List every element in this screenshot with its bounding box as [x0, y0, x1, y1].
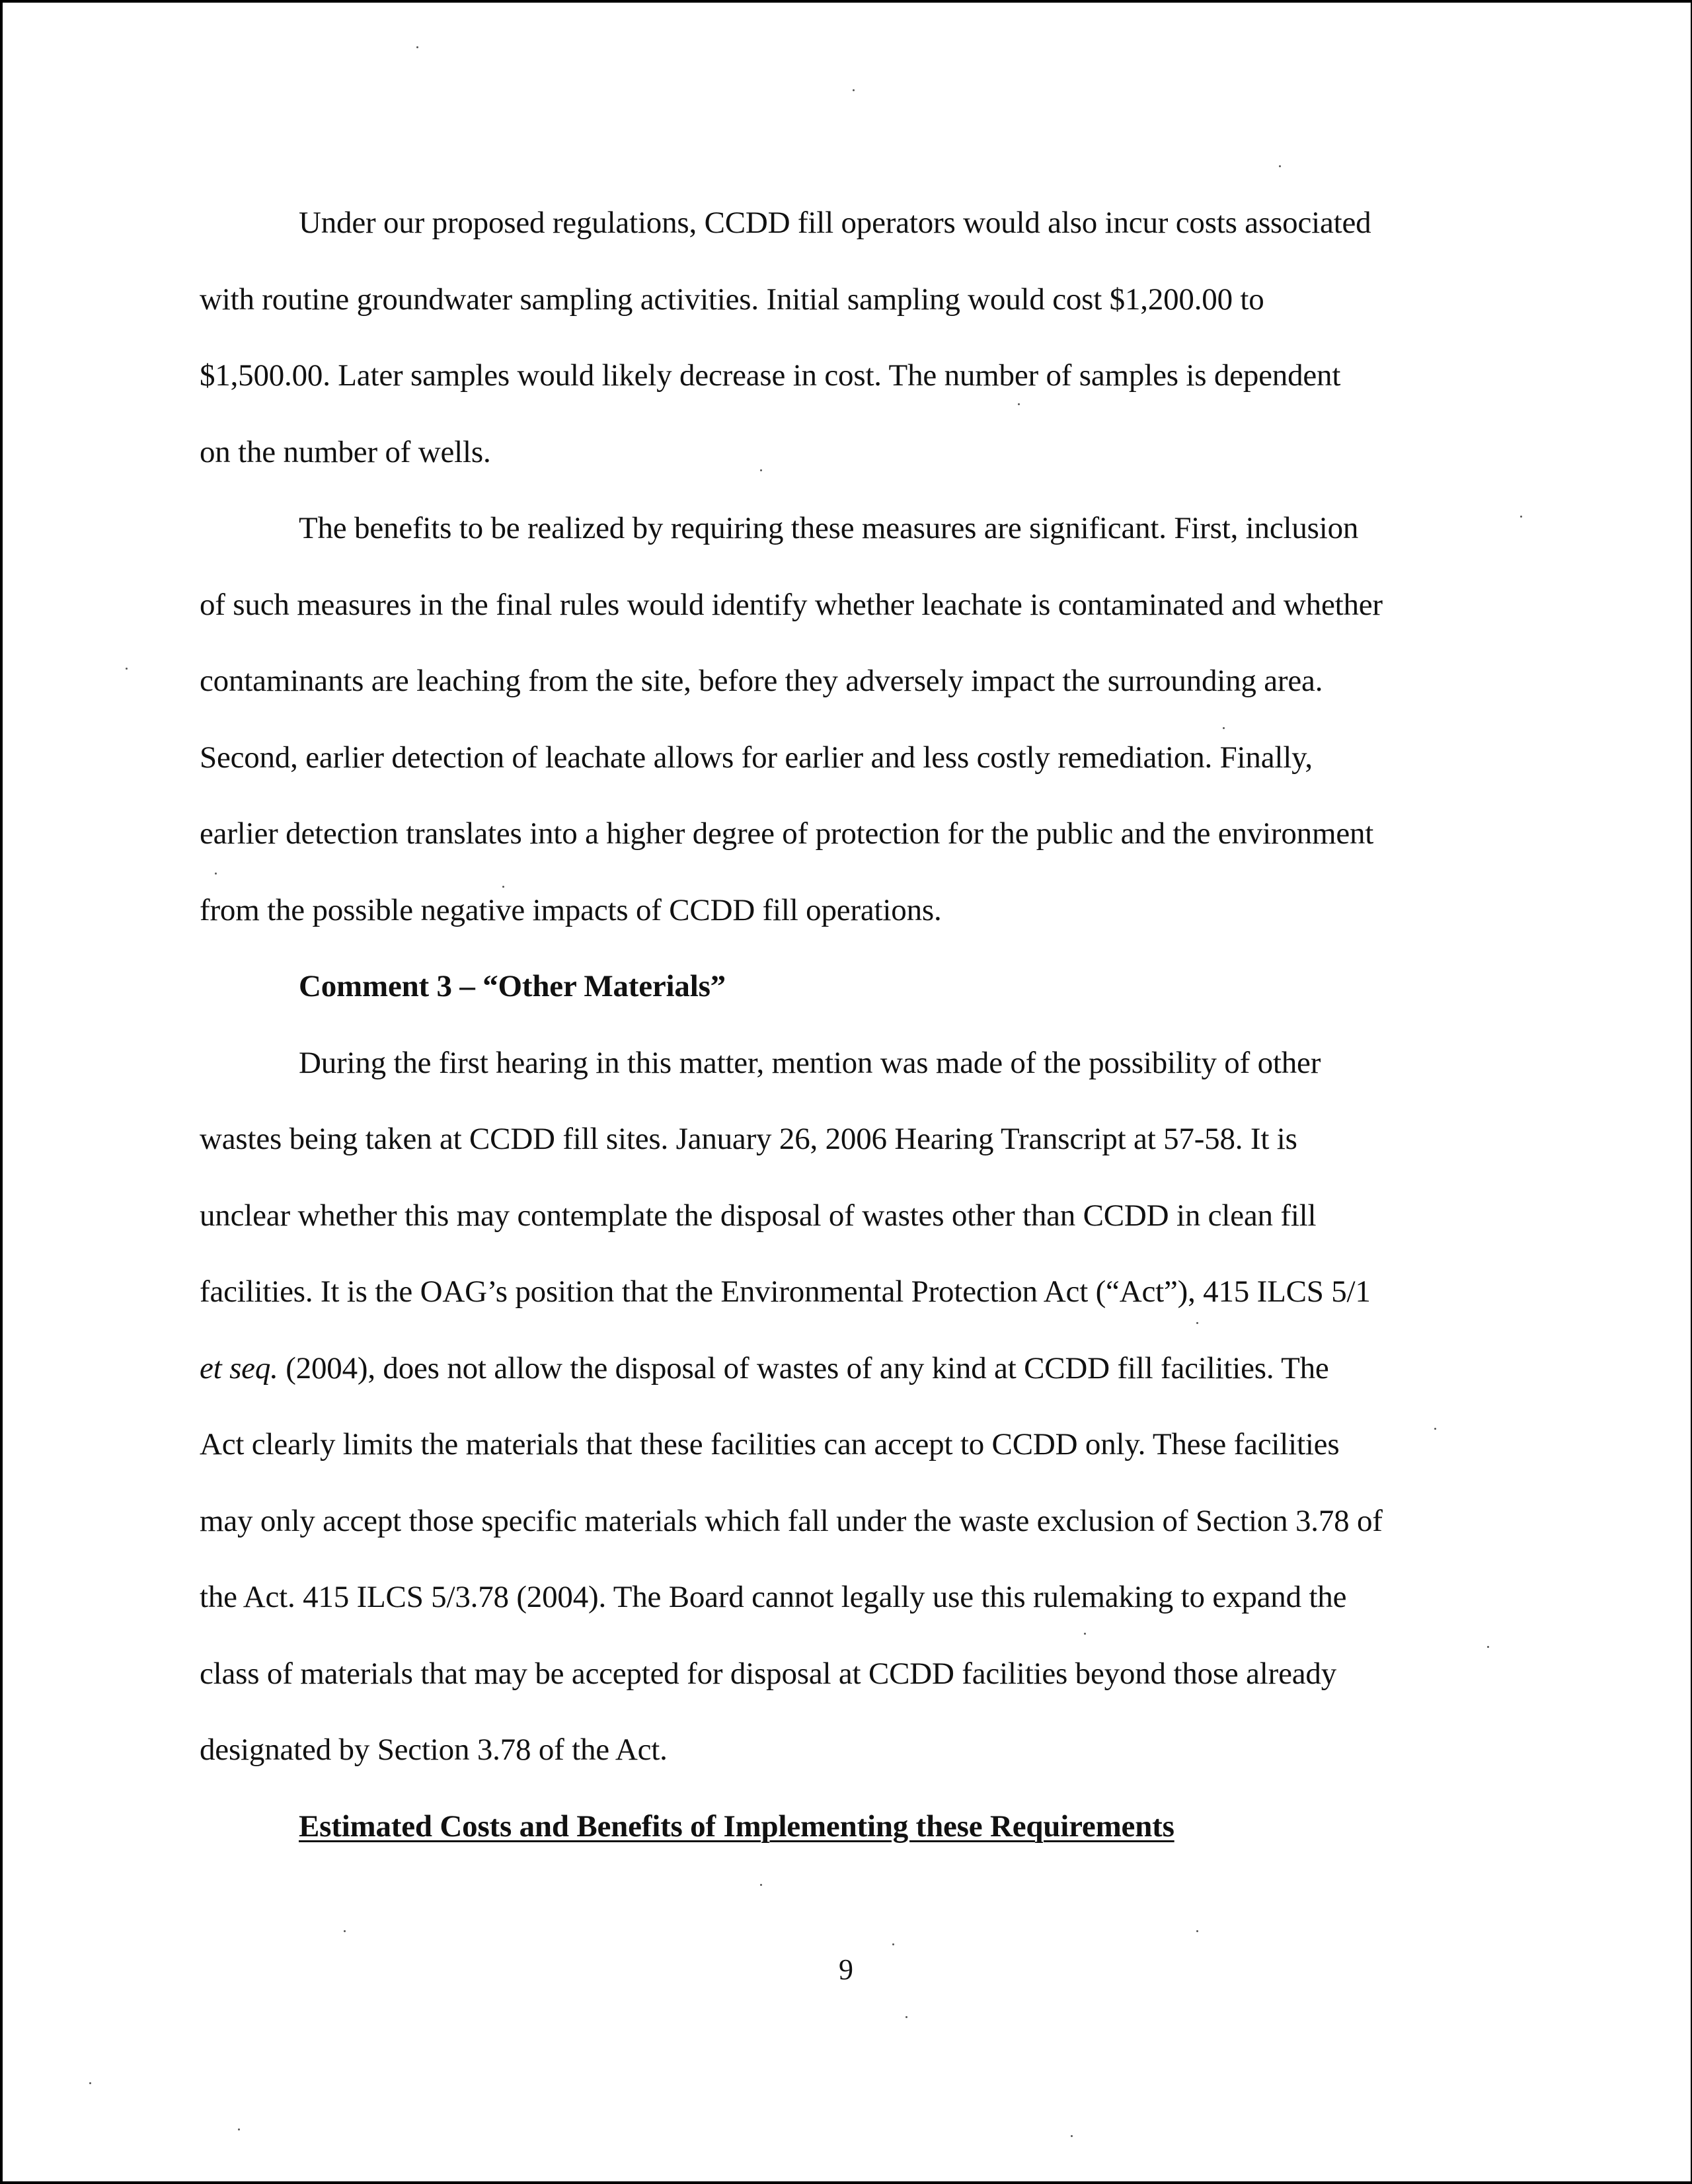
- scan-speck: [853, 89, 855, 91]
- scan-speck: [1223, 727, 1225, 729]
- scan-speck: [215, 873, 217, 875]
- scan-speck: [1434, 1428, 1436, 1430]
- scan-speck: [1018, 403, 1020, 405]
- paragraph-1-line-3: $1,500.00. Later samples would likely decrease in cost. The number of samples is dependent: [200, 358, 1341, 393]
- paragraph-3-line-2: wastes being taken at CCDD fill sites. January 26, 2006 Hearing Transcript at 57-58. It is: [200, 1122, 1297, 1156]
- scan-speck: [1196, 1930, 1198, 1932]
- paragraph-2-line-1: The benefits to be realized by requiring these measures are significant. First, inclusion: [299, 511, 1359, 545]
- paragraph-1-line-1: Under our proposed regulations, CCDD fill operators would also incur costs associated: [299, 206, 1371, 240]
- scan-speck: [1520, 516, 1522, 518]
- scan-speck: [416, 46, 418, 48]
- scan-speck: [344, 1930, 346, 1932]
- scan-speck: [126, 668, 128, 670]
- paragraph-3-line-4: facilities. It is the OAG’s position that the Environmental Protection Act (“Act”), 415 ILCS 5/1: [200, 1274, 1371, 1309]
- paragraph-2-line-2: of such measures in the final rules would identify whether leachate is contaminated and whether: [200, 587, 1383, 622]
- paragraph-1-line-2: with routine groundwater sampling activities. Initial sampling would cost $1,200.00 to: [200, 282, 1264, 317]
- paragraph-3-line-9: class of materials that may be accepted for disposal at CCDD facilities beyond those already: [200, 1656, 1337, 1691]
- paragraph-3-line-8: the Act. 415 ILCS 5/3.78 (2004). The Board cannot legally use this rulemaking to expand the: [200, 1580, 1347, 1614]
- paragraph-3-line-7: may only accept those specific materials which fall under the waste exclusion of Section 3.78 of: [200, 1503, 1383, 1538]
- paragraph-3-line-1: During the first hearing in this matter, mention was made of the possibility of other: [299, 1045, 1321, 1080]
- scan-speck: [760, 469, 762, 471]
- scan-speck: [1084, 1633, 1086, 1635]
- scan-speck: [1196, 1322, 1198, 1324]
- scan-speck: [760, 1884, 762, 1886]
- paragraph-2-line-3: contaminants are leaching from the site, before they adversely impact the surrounding area.: [200, 664, 1323, 698]
- scan-speck: [238, 2128, 240, 2130]
- document-body: [200, 185, 1475, 1865]
- paragraph-2-line-4: Second, earlier detection of leachate allows for earlier and less costly remediation. Finally,: [200, 740, 1313, 775]
- paragraph-2-line-6: from the possible negative impacts of CCDD fill operations.: [200, 892, 942, 927]
- paragraph-3-line-3: unclear whether this may contemplate the disposal of wastes other than CCDD in clean fill: [200, 1198, 1317, 1233]
- scan-speck: [1071, 2135, 1073, 2137]
- scan-speck: [502, 886, 504, 888]
- paragraph-3-line-5-rest: (2004), does not allow the disposal of wastes of any kind at CCDD fill facilities. The: [278, 1350, 1329, 1385]
- paragraph-1-line-4: on the number of wells.: [200, 434, 491, 469]
- paragraph-2-line-5: earlier detection translates into a higher degree of protection for the public and the environment: [200, 816, 1374, 851]
- paragraph-3-line-10: designated by Section 3.78 of the Act.: [200, 1733, 668, 1767]
- paragraph-3-line-5: [200, 1331, 1475, 1407]
- section-heading: Estimated Costs and Benefits of Implementing these Requirements: [299, 1809, 1174, 1844]
- scan-speck: [1279, 165, 1281, 167]
- scan-speck: [1487, 1646, 1489, 1648]
- scan-speck: [89, 2082, 91, 2084]
- page-number: 9: [839, 1953, 853, 1986]
- paragraph-3-line-6: Act clearly limits the materials that these facilities can accept to CCDD only. These facilities: [200, 1427, 1340, 1462]
- scan-speck: [892, 1943, 894, 1945]
- et-seq-italic: et seq.: [200, 1350, 278, 1385]
- comment-heading: Comment 3 – “Other Materials”: [299, 969, 726, 1003]
- scan-speck: [905, 2016, 907, 2018]
